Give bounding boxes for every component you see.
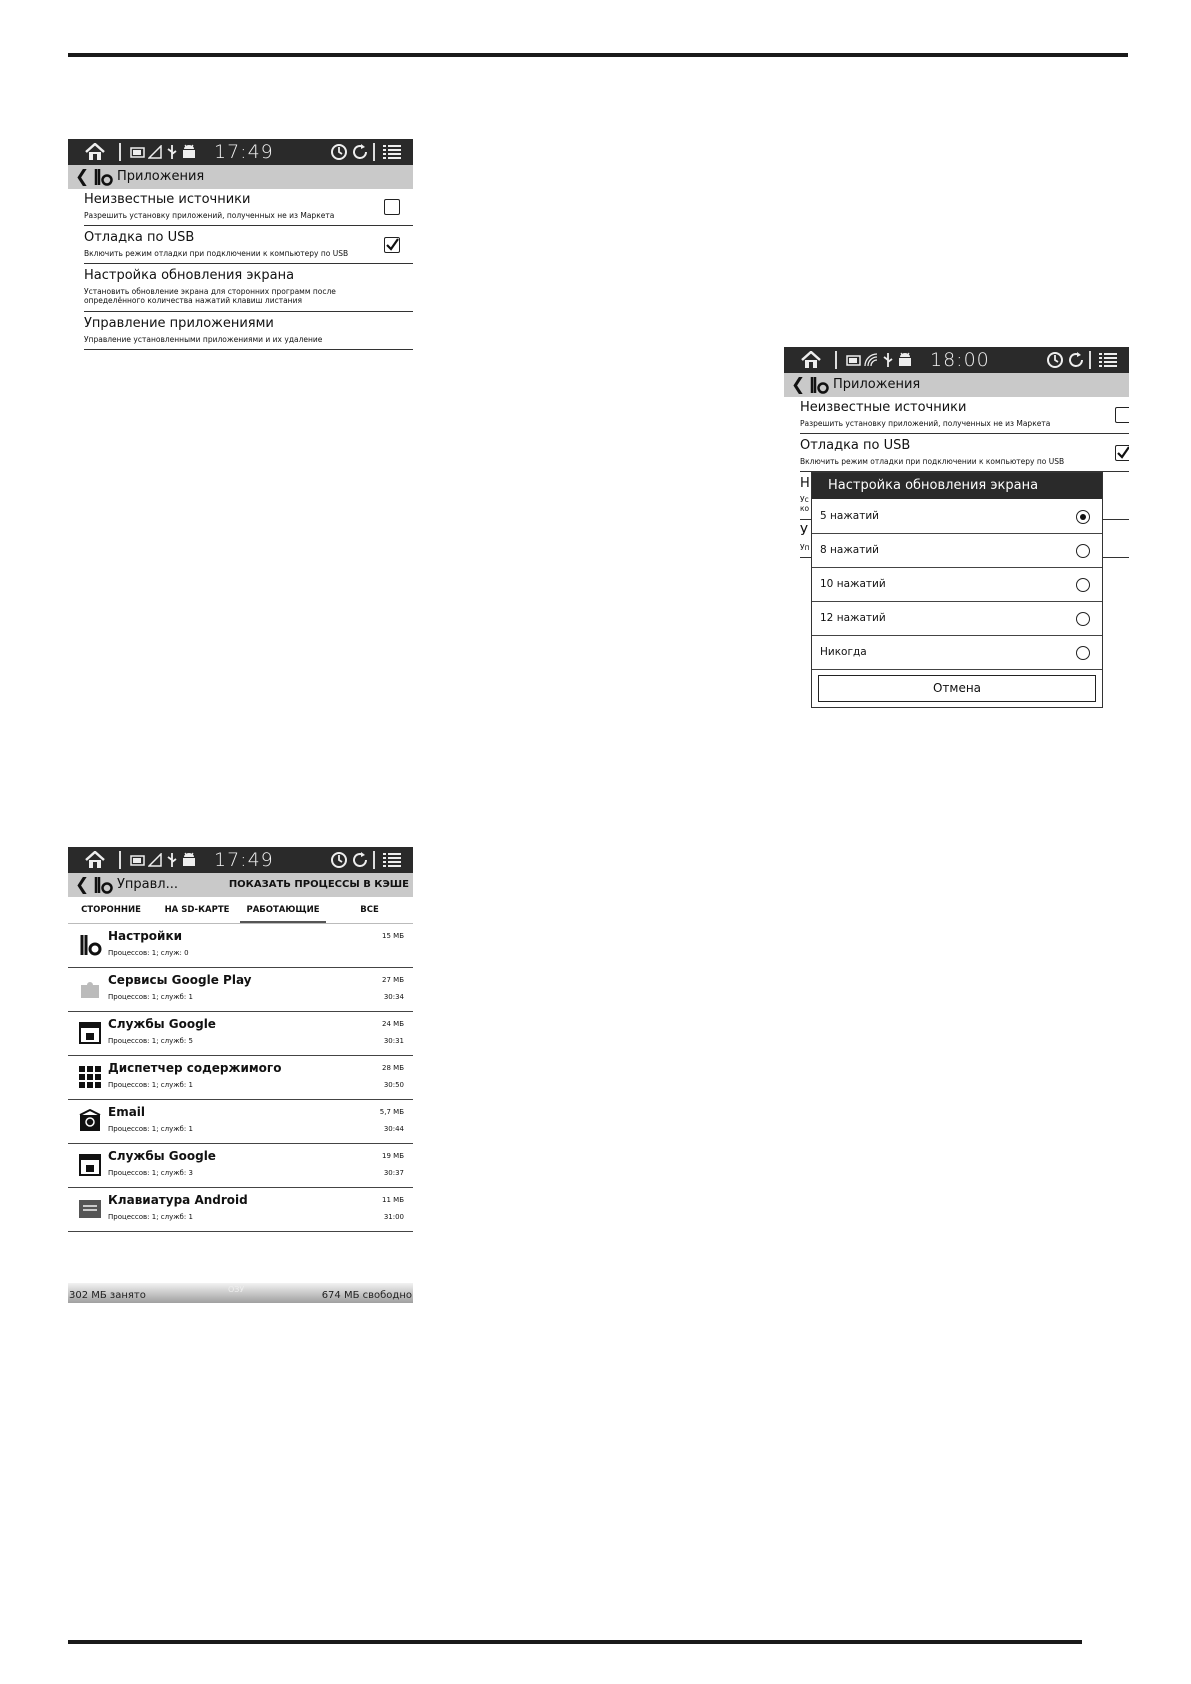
pref-title: Отладка по USB: [84, 230, 195, 245]
android-icon: [78, 1153, 102, 1177]
keyboard-icon: [78, 1197, 102, 1221]
pref-title: Н: [800, 476, 810, 491]
radio[interactable]: [1076, 578, 1090, 592]
radio[interactable]: [1076, 646, 1090, 660]
app-row[interactable]: [68, 969, 413, 1012]
memory-label: ОЗУ: [228, 1285, 245, 1294]
refresh-icon[interactable]: [1067, 347, 1085, 373]
pref-summary: Установить обновление экрана для сторонних программ после определённого количества нажатий клавиш листания: [84, 287, 336, 305]
app-name: Клавиатура Android: [108, 1193, 248, 1207]
email-icon: [78, 1109, 102, 1133]
app-uptime: 30:31: [383, 1037, 404, 1045]
sync-clock-icon: [1046, 347, 1064, 373]
pref-title: Неизвестные источники: [800, 400, 967, 415]
app-uptime: 30:34: [383, 993, 404, 1001]
home-icon[interactable]: [800, 347, 822, 373]
app-memory: 24 МБ: [382, 1020, 404, 1028]
app-processes: Процессов: 1; служб: 3: [108, 1169, 193, 1177]
option-label: 10 нажатий: [820, 578, 886, 590]
app-processes: Процессов: 1; служ: 0: [108, 949, 189, 957]
radio-selected[interactable]: [1076, 510, 1090, 524]
screenshot-apps-settings: [68, 139, 413, 356]
app-processes: Процессов: 1; служб: 1: [108, 1081, 193, 1089]
app-name: Службы Google: [108, 1017, 216, 1031]
option-never[interactable]: [812, 636, 1102, 670]
pref-usb-debugging[interactable]: [800, 435, 1129, 472]
battery-icon: [130, 139, 146, 165]
page-title: Управл...: [117, 877, 179, 892]
pref-title: Неизвестные источники: [84, 192, 251, 207]
tab-all[interactable]: ВСЕ: [360, 905, 379, 915]
settings-icon: [93, 167, 113, 191]
app-memory: 19 МБ: [382, 1152, 404, 1160]
home-icon[interactable]: [84, 139, 106, 165]
battery-icon: [130, 847, 146, 873]
app-memory: 15 МБ: [382, 932, 404, 940]
pref-title: Отладка по USB: [800, 438, 911, 453]
usb-icon: [167, 139, 177, 165]
app-memory: 28 МБ: [382, 1064, 404, 1072]
refresh-icon[interactable]: [351, 847, 369, 873]
refresh-icon[interactable]: [351, 139, 369, 165]
action-bar: [68, 873, 413, 897]
status-clock: 17:49: [214, 849, 274, 871]
android-debug-icon: [181, 847, 197, 873]
menu-icon[interactable]: [383, 139, 401, 165]
status-bar: [784, 347, 1129, 373]
app-row[interactable]: [68, 925, 413, 968]
tab-running[interactable]: РАБОТАЮЩИЕ: [240, 897, 326, 923]
wifi-icon: [864, 347, 878, 373]
android-icon: [78, 1021, 102, 1045]
app-name: Службы Google: [108, 1149, 216, 1163]
app-row[interactable]: [68, 1057, 413, 1100]
memory-usage-bar: [68, 1271, 413, 1301]
pref-summary: Включить режим отладки при подключении к компьютеру по USB: [84, 249, 349, 258]
app-processes: Процессов: 1; служб: 1: [108, 1125, 193, 1133]
unknown-sources-checkbox[interactable]: [1115, 407, 1129, 423]
app-processes: Процессов: 1; служб: 1: [108, 993, 193, 1001]
app-memory: 5,7 МБ: [379, 1108, 404, 1116]
back-chevron-icon[interactable]: ❮: [791, 375, 806, 395]
cancel-button[interactable]: Отмена: [818, 675, 1096, 702]
usb-icon: [167, 847, 177, 873]
option-8-presses[interactable]: [812, 534, 1102, 568]
option-5-presses[interactable]: [812, 500, 1102, 534]
app-row[interactable]: [68, 1013, 413, 1056]
pref-title: У: [800, 524, 808, 539]
app-uptime: 30:44: [383, 1125, 404, 1133]
status-bar: [68, 139, 413, 165]
settings-icon: [809, 375, 829, 399]
pref-unknown-sources[interactable]: [84, 189, 413, 226]
divider: [119, 143, 121, 161]
pref-screen-refresh[interactable]: [84, 265, 413, 312]
signal-icon: [148, 139, 162, 165]
app-memory: 27 МБ: [382, 976, 404, 984]
back-chevron-icon[interactable]: ❮: [75, 167, 90, 187]
memory-free: 674 МБ свободно: [321, 1290, 412, 1301]
option-label: Никогда: [820, 646, 867, 658]
divider: [835, 351, 837, 369]
sync-clock-icon: [330, 847, 348, 873]
option-12-presses[interactable]: [812, 602, 1102, 636]
tab-bar: [68, 897, 413, 924]
app-name: Диспетчер содержимого: [108, 1061, 282, 1075]
divider: [119, 851, 121, 869]
pref-summary: Ус ко: [800, 495, 810, 513]
menu-icon[interactable]: [383, 847, 401, 873]
pref-summary: Разрешить установку приложений, полученных не из Маркета: [84, 211, 335, 220]
home-icon[interactable]: [84, 847, 106, 873]
pref-summary: Включить режим отладки при подключении к компьютеру по USB: [800, 457, 1065, 466]
usb-icon: [883, 347, 893, 373]
action-bar: [784, 373, 1129, 397]
pref-usb-debugging[interactable]: [84, 227, 413, 264]
status-clock: 17:49: [214, 141, 274, 163]
app-name: Email: [108, 1105, 146, 1119]
page-title: Приложения: [833, 377, 921, 392]
app-name: Сервисы Google Play: [108, 973, 252, 987]
radio[interactable]: [1076, 544, 1090, 558]
tab-third-party[interactable]: СТОРОННИЕ: [81, 905, 141, 915]
option-label: 12 нажатий: [820, 612, 886, 624]
app-row[interactable]: [68, 1145, 413, 1188]
refresh-dialog: [811, 472, 1103, 708]
divider: [373, 851, 375, 869]
pref-summary: Разрешить установку приложений, полученных не из Маркета: [800, 419, 1051, 428]
divider: [1089, 351, 1091, 369]
status-clock: 18:00: [930, 349, 990, 371]
back-chevron-icon[interactable]: ❮: [75, 875, 90, 895]
divider: [373, 143, 375, 161]
app-processes: Процессов: 1; служб: 5: [108, 1037, 193, 1045]
pref-title: Управление приложениями: [84, 316, 274, 331]
memory-used: 302 МБ занято: [69, 1290, 146, 1301]
app-name: Настройки: [108, 929, 183, 943]
top-rule: [68, 53, 1128, 57]
signal-icon: [148, 847, 162, 873]
grid-icon: [78, 1065, 102, 1089]
settings-icon: [93, 875, 113, 899]
settings-icon: [78, 933, 102, 957]
usb-debugging-checkbox[interactable]: [384, 237, 400, 253]
battery-icon: [846, 347, 862, 373]
action-bar: [68, 165, 413, 189]
pref-title: Настройка обновления экрана: [84, 268, 295, 283]
show-cached-processes-button[interactable]: ПОКАЗАТЬ ПРОЦЕССЫ В КЭШЕ: [228, 879, 409, 890]
pref-summary: Управление установленными приложениями и их удаление: [84, 335, 323, 344]
screenshot-running-apps: [68, 847, 413, 1307]
pref-summary: Уп: [800, 543, 810, 552]
app-processes: Процессов: 1; служб: 1: [108, 1213, 193, 1221]
tab-sd-card[interactable]: НА SD-КАРТЕ: [164, 905, 230, 915]
android-debug-icon: [181, 139, 197, 165]
android-debug-icon: [897, 347, 913, 373]
unknown-sources-checkbox[interactable]: [384, 199, 400, 215]
sync-clock-icon: [330, 139, 348, 165]
option-label: 8 нажатий: [820, 544, 879, 556]
app-uptime: 30:37: [383, 1169, 404, 1177]
bottom-rule: [68, 1640, 1082, 1644]
puzzle-icon: [78, 977, 102, 1001]
menu-icon[interactable]: [1099, 347, 1117, 373]
page-title: Приложения: [117, 169, 205, 184]
usb-debugging-checkbox[interactable]: [1115, 445, 1129, 461]
app-row[interactable]: [68, 1101, 413, 1144]
app-uptime: 30:50: [383, 1081, 404, 1089]
pref-manage-apps[interactable]: [84, 313, 413, 350]
option-10-presses[interactable]: [812, 568, 1102, 602]
app-row[interactable]: [68, 1189, 413, 1232]
option-label: 5 нажатий: [820, 510, 879, 522]
dialog-title: Настройка обновления экрана: [812, 473, 1102, 499]
status-bar: [68, 847, 413, 873]
app-uptime: 31:00: [383, 1213, 404, 1221]
app-memory: 11 МБ: [382, 1196, 404, 1204]
radio[interactable]: [1076, 612, 1090, 626]
pref-unknown-sources[interactable]: [800, 397, 1129, 434]
screenshot-refresh-dialog: [784, 347, 1129, 717]
